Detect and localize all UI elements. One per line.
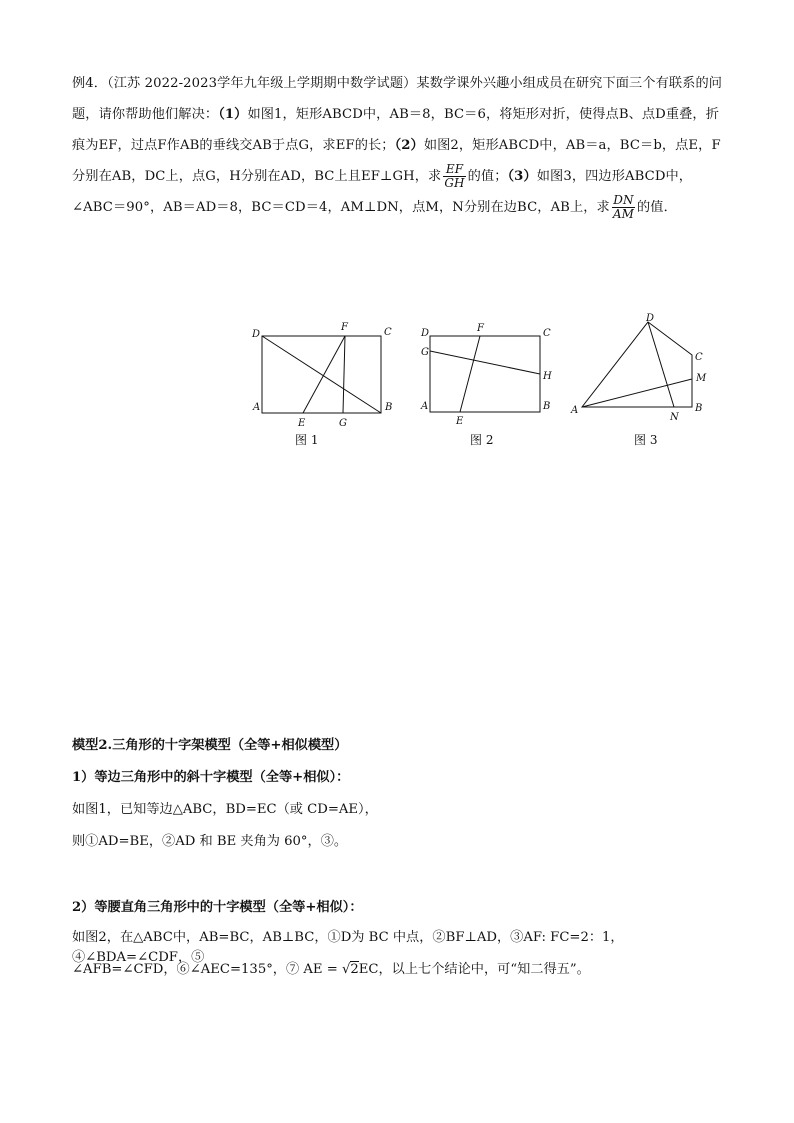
model2-title: 模型2.三角形的十字架模型（全等+相似模型） <box>72 738 348 753</box>
fig2-segment-gh <box>430 351 540 374</box>
sqrt-radicand: 2 <box>350 962 359 977</box>
fig3-label-n: N <box>670 412 679 423</box>
fraction-numerator: EF <box>443 163 465 177</box>
fig1-label-e: E <box>298 418 306 429</box>
fraction-dn-am <box>612 194 635 221</box>
fig3-label-c: C <box>695 352 703 363</box>
section1-title: 1）等边三角形中的斜十字模型（全等+相似）： <box>72 770 350 785</box>
fig1-label-a: A <box>253 402 261 413</box>
fig1-fold-ef <box>303 336 345 413</box>
fig2-label-f: F <box>477 323 484 334</box>
fig3-label-d: D <box>646 313 655 324</box>
fig1-label-c: C <box>384 327 392 338</box>
fraction-denominator: GH <box>444 176 465 190</box>
fig3-quadrilateral <box>582 322 692 407</box>
fig2-label-b: B <box>543 401 551 412</box>
part1-number: （1） <box>218 107 248 122</box>
section1-line2: 则①AD=BE，②AD 和 BE 夹角为 60°，③。 <box>72 834 348 849</box>
section2-title: 2）等腰直角三角形中的十字模型（全等+相似）： <box>72 900 363 915</box>
fig2-rectangle <box>430 336 540 412</box>
figure-2 <box>430 336 540 412</box>
fig1-diagonal-db <box>262 336 381 413</box>
section2-line2 <box>72 960 732 980</box>
figure-2-caption: 图 2 <box>470 433 494 447</box>
section2-line1: 如图2，在△ABC中，AB=BC，AB⊥BC，①D为 BC 中点，②BF⊥AD，③AF: FC=2：1，④∠BDA=∠CDF，⑤ <box>72 930 624 965</box>
fig3-segment-am <box>582 379 692 407</box>
figure-1 <box>262 336 381 413</box>
fig3-label-m: M <box>696 373 707 384</box>
fig3-label-b: B <box>695 403 703 414</box>
part1-text: 如图1，矩形ABCD中，AB＝8，BC＝6，将矩形对折，使得点B、点D重叠，折痕为EF，过点F作AB的垂线交AB于点G，求EF的长； <box>72 107 720 153</box>
fig1-perpendicular-fg <box>343 336 345 413</box>
fig1-label-g: G <box>339 418 347 429</box>
fig2-label-e: E <box>456 416 464 427</box>
geometry-figures <box>0 310 794 450</box>
part3-number: （3） <box>507 169 537 184</box>
section2-line2-start: ∠AFB=∠CFD，⑥∠AEC=135°，⑦ AE = <box>72 962 342 977</box>
example-intro: 某数学课外兴趣小组成员在研究下面三个有联系的问题，请你帮助他们解决： <box>72 76 723 122</box>
example-label: 例4． <box>72 76 108 91</box>
part3-text: 如图3，四边形ABCD中，∠ABC＝90°，AB＝AD＝8，BC＝CD＝4，AM⊥DN，点M，N分别在边BC，AB上，求 <box>72 169 693 215</box>
fraction-numerator: DN <box>613 193 634 207</box>
fraction-denominator: AM <box>612 207 634 221</box>
fig2-label-h: H <box>543 371 552 382</box>
fig1-label-d: D <box>252 329 261 340</box>
figure-1-caption: 图 1 <box>295 433 319 447</box>
part3-end: 的值． <box>637 200 677 215</box>
part2-end: 的值； <box>467 169 508 184</box>
figure-3 <box>582 322 692 407</box>
fig1-label-f: F <box>341 322 348 333</box>
fig2-label-g: G <box>421 347 429 358</box>
fig2-segment-ef <box>460 336 480 412</box>
section2-line2-end: EC，以上七个结论中，可“知二得五”。 <box>358 962 590 977</box>
sqrt-symbol: √2 <box>341 962 359 977</box>
fig3-segment-dn <box>648 322 674 407</box>
part2-text: 如图2，矩形ABCD中，AB＝a，BC＝b，点E，F分别在AB，DC上，点G，H分别在AD，BC上且EF⊥GH，求 <box>72 138 721 184</box>
fraction-ef-gh <box>443 163 465 190</box>
figure-3-caption: 图 3 <box>634 433 658 447</box>
fig1-label-b: B <box>385 402 393 413</box>
part2-number: （2） <box>394 138 424 153</box>
fig3-label-a: A <box>571 405 579 416</box>
example-4-paragraph <box>72 68 724 223</box>
fig2-label-a: A <box>421 401 429 412</box>
section1-line1: 如图1，已知等边△ABC，BD=EC（或 CD=AE）， <box>72 802 378 817</box>
fig2-label-c: C <box>543 328 551 339</box>
example-source: （江苏 2022-2023学年九年级上学期期中数学试题） <box>107 76 417 91</box>
fig2-label-d: D <box>421 328 430 339</box>
